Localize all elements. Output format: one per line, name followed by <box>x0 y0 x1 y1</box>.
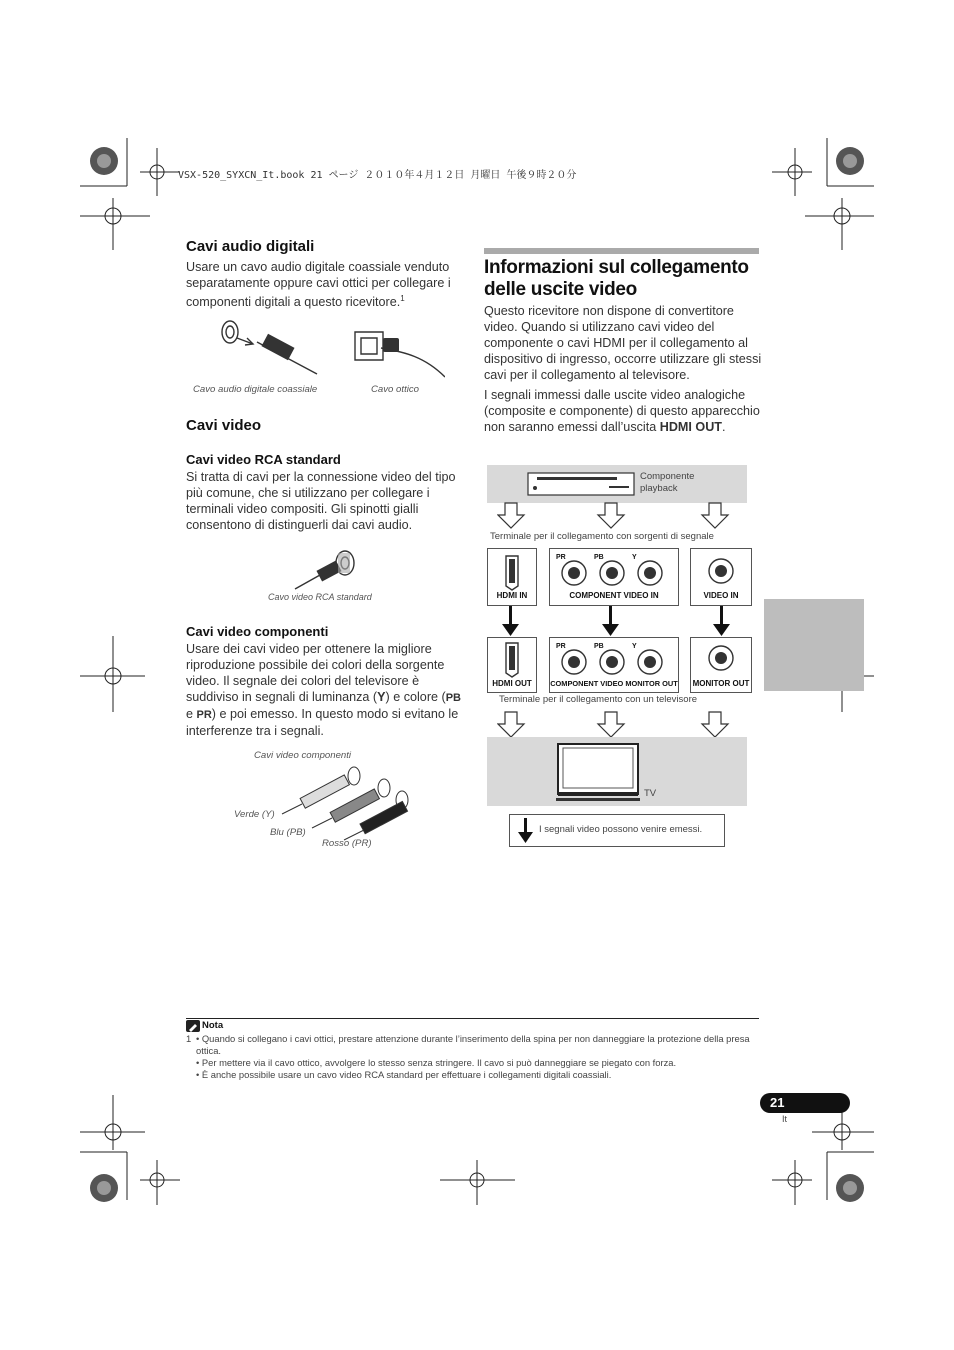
digital-audio-heading: Cavi audio digitali <box>186 238 315 255</box>
blue-label: Blu (PB) <box>270 827 306 838</box>
arrows-row-3 <box>497 711 737 739</box>
optical-cable-caption: Cavo ottico <box>371 384 419 395</box>
note-item-1: • Quando si collegano i cavi ottici, prestare attenzione durante l’inserimento della spina per non danneggiare la protezione della presa ottica. <box>196 1033 750 1056</box>
note-item-3: • È anche possibile usare un cavo video RCA standard per effettuare i collegamenti digitali coassiali. <box>196 1069 612 1080</box>
component-out-label: COMPONENT VIDEO MONITOR OUT <box>550 679 678 688</box>
section-rule <box>484 248 759 254</box>
page-language: It <box>782 1114 788 1124</box>
tv-label: TV <box>644 788 657 799</box>
rca-heading: Cavi video RCA standard <box>186 452 341 467</box>
digital-audio-text: Usare un cavo audio digitale coassiale venduto separatamente oppure cavi ottici per collegare i componenti digitali a questo ricevitore.$^1$ <box>186 260 451 310</box>
rca-cable-illustration <box>290 545 370 595</box>
digital-cable-illustration <box>205 312 445 382</box>
page-number: 21 <box>770 1095 785 1110</box>
arrows-row-1 <box>497 502 737 530</box>
note-item-2: • Per mettere via il cavo ottico, avvolgere lo stesso senza stringere. Il cavo si può danneggiare se piegato con forza. <box>196 1057 677 1068</box>
monitor-out-label: MONITOR OUT <box>692 679 750 688</box>
hdmi-in-box <box>487 548 537 606</box>
note-number: 1 <box>186 1033 192 1044</box>
file-header: VSX-520_SYXCN_It.book 21 ページ ２０１０年４月１２日 月曜日 午後９時２０分 <box>178 170 577 181</box>
component-out-box: PR PB Y COMPONENT VIDEO MONITOR OUT <box>549 637 679 693</box>
component-in-box: PR PB Y COMPONENT VIDEO IN <box>549 548 679 606</box>
tv-terminal-label: Terminale per il collegamento con un televisore <box>499 694 698 705</box>
right-para-1: Questo ricevitore non dispone di convertitore video. Quando si utilizzano cavi video del componente o cavi HDMI per il collegamento al dispositivo di ingresso, occorre utilizzare gli stessi cavi per il collegamento al televisore. <box>484 304 762 382</box>
rca-caption: Cavo video RCA standard <box>268 592 372 602</box>
rca-text: Si tratta di cavi per la connessione video del tipo più comune, che si utilizzano per collegare i terminali video compositi. Gli spinotti gialli consentono di distinguerli dai cavi audio. <box>186 470 456 532</box>
legend-text: I segnali video possono venire emessi. <box>539 824 703 835</box>
notes-rule <box>186 1018 759 1019</box>
hdmi-out-box <box>487 637 537 693</box>
hdmi-out-label: HDMI OUT <box>492 679 532 688</box>
red-label: Rosso (PR) <box>322 838 372 849</box>
source-label: Componente playback <box>640 471 695 494</box>
right-para-2: I segnali immessi dalle uscite video analogiche (composite e componente) di questo apparecchio non saranno emessi dall’uscita HDMI OUT. <box>484 388 760 434</box>
monitor-out-box <box>690 637 752 693</box>
legend-box <box>509 814 725 847</box>
green-label: Verde (Y) <box>234 809 275 820</box>
playback-device-icon <box>527 470 637 498</box>
component-in-label: COMPONENT VIDEO IN <box>569 591 659 600</box>
video-in-label: VIDEO IN <box>703 591 739 600</box>
tv-icon <box>556 743 640 803</box>
component-caption: Cavi video componenti <box>254 750 352 761</box>
component-text: Usare dei cavi video per ottenere la migliore riproduzione possibile dei colori della sorgente video. Il segnale dei colori del televisore è suddiviso in segnali di luminanza (Y) e colore (PB e PR) e poi emesso. In questo modo si evitano le interferenze tra i segnali. <box>186 642 461 738</box>
section-heading: Informazioni sul collegamento delle uscite video <box>484 257 749 300</box>
hdmi-in-label: HDMI IN <box>496 591 528 600</box>
coax-cable-caption: Cavo audio digitale coassiale <box>193 384 318 395</box>
video-in-box <box>690 548 752 606</box>
arrows-row-2 <box>497 606 737 638</box>
source-terminal-label: Terminale per il collegamento con sorgenti di segnale <box>490 531 714 542</box>
section-tab <box>764 599 864 691</box>
notes-title: Nota <box>202 1020 224 1031</box>
note-icon <box>186 1020 200 1032</box>
video-cables-heading: Cavi video <box>186 417 262 434</box>
page-number-badge <box>760 1093 850 1113</box>
component-heading: Cavi video componenti <box>186 624 329 639</box>
